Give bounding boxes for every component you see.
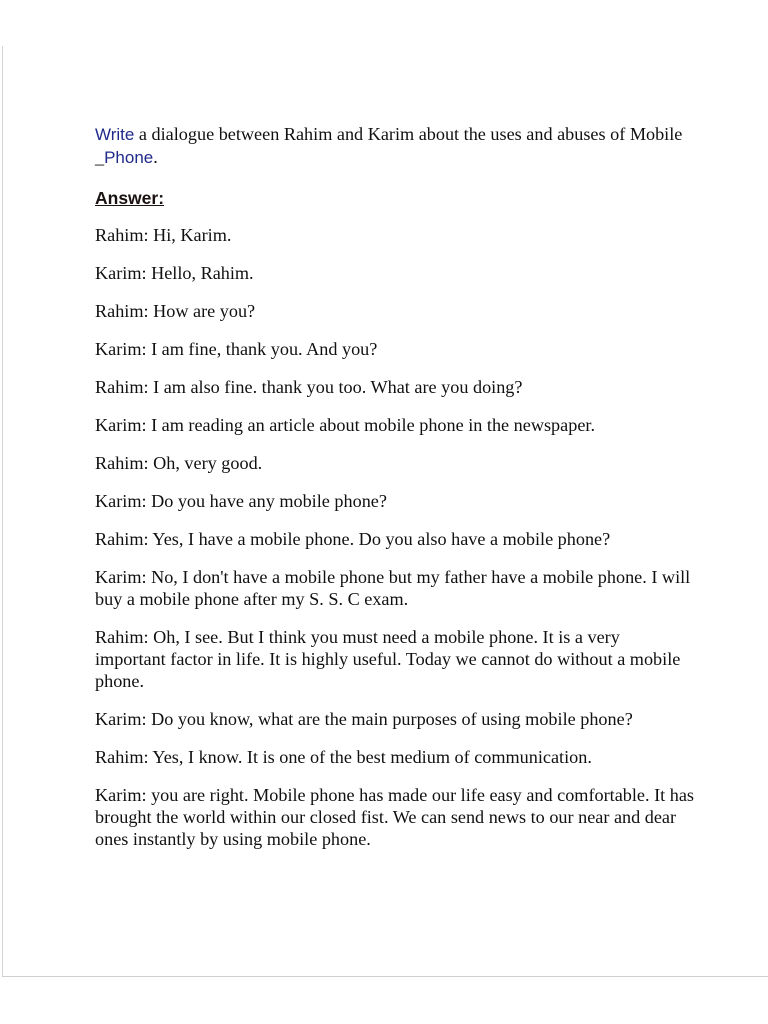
- question-text: a dialogue between Rahim and Karim about the uses and abuses of Mobile _: [95, 124, 683, 167]
- dialogue-line: Rahim: Hi, Karim.: [95, 225, 232, 245]
- dialogue-line: Rahim: How are you?: [95, 301, 256, 321]
- dialogue-line: Karim: I am fine, thank you. And you?: [95, 339, 378, 359]
- question-write-word: Write: [95, 125, 135, 144]
- document-content: [95, 123, 695, 866]
- dialogue-line: Rahim: Oh, I see. But I think you must need a mobile phone. It is a very important factor in life. It is highly useful. Today we cannot do without a mobile phone.: [95, 627, 681, 691]
- dialogue-line: Rahim: Yes, I have a mobile phone. Do you also have a mobile phone?: [95, 529, 611, 549]
- answer-heading: Answer:: [95, 188, 165, 208]
- dialogue-line: Rahim: Oh, very good.: [95, 453, 263, 473]
- dialogue-line: Karim: Hello, Rahim.: [95, 263, 254, 283]
- dialogue-line: Karim: Do you know, what are the main purposes of using mobile phone?: [95, 709, 633, 729]
- dialogue-line: Karim: you are right. Mobile phone has made our life easy and comfortable. It has brought the world within our closed fist. We can send news to our near and dear ones instantly by using mobile phone.: [95, 785, 694, 849]
- dialogue-line: Rahim: Yes, I know. It is one of the best medium of communication.: [95, 747, 592, 767]
- question-paragraph: [95, 123, 695, 169]
- dialogue-line: Karim: I am reading an article about mobile phone in the newspaper.: [95, 415, 595, 435]
- question-end: .: [153, 147, 158, 167]
- dialogue-line: Karim: Do you have any mobile phone?: [95, 491, 387, 511]
- dialogue-line: Karim: No, I don't have a mobile phone but my father have a mobile phone. I will buy a mobile phone after my S. S. C exam.: [95, 567, 691, 609]
- dialogue-line: Rahim: I am also fine. thank you too. What are you doing?: [95, 377, 523, 397]
- question-phone-word: Phone: [104, 148, 154, 167]
- page-left-border: [2, 46, 3, 976]
- page-bottom-border: [2, 976, 768, 977]
